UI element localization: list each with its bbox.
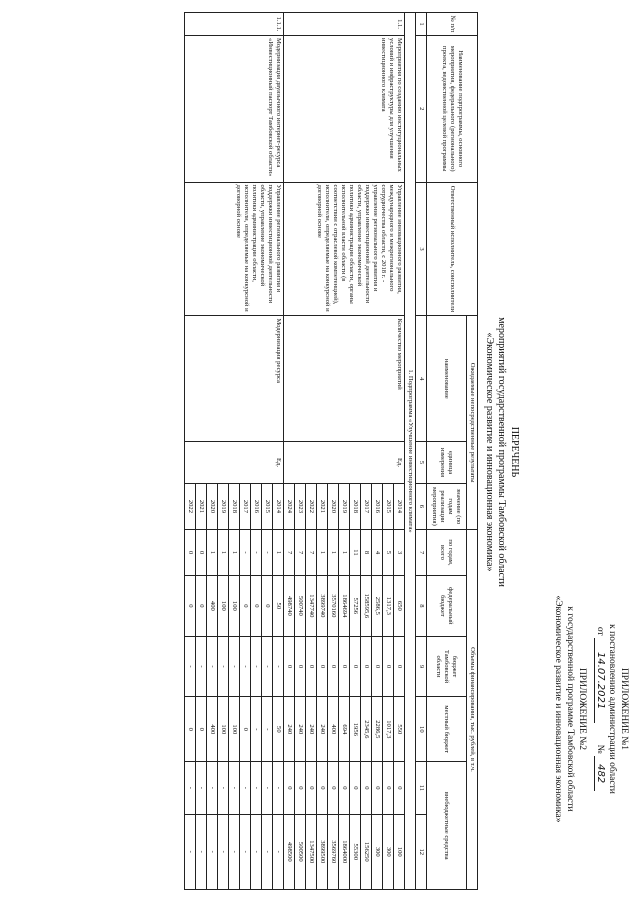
result-value-cell: 1 — [339, 529, 350, 575]
result-value-cell: 1 — [229, 529, 240, 575]
result-value-cell: 0 — [196, 529, 207, 575]
federal-cell: 0 — [383, 636, 394, 697]
row-1-1-result-name: Количество мероприятий — [284, 316, 405, 442]
year-cell: 2020 — [328, 483, 339, 529]
extra-cell: 3569760 — [328, 814, 339, 889]
regional-cell: 100 — [218, 697, 229, 762]
row-1-1-num: 1.1. — [284, 13, 405, 36]
column-number: 7 — [416, 529, 427, 575]
column-number: 9 — [416, 636, 427, 697]
result-value-cell: - — [240, 529, 251, 575]
year-cell: 2021 — [196, 483, 207, 529]
year-cell: 2021 — [317, 483, 328, 529]
federal-cell: 0 — [361, 636, 372, 697]
local-cell: - — [273, 762, 284, 814]
document-title — [483, 12, 521, 892]
row-1-1-1-unit: Ед. — [185, 442, 284, 484]
result-value-cell: 11 — [350, 529, 361, 575]
regional-cell: 50 — [273, 697, 284, 762]
federal-cell: 0 — [284, 636, 295, 697]
federal-cell: 0 — [339, 636, 350, 697]
extra-cell: - — [185, 814, 196, 889]
result-value-cell: - — [251, 529, 262, 575]
extra-cell: - — [207, 814, 218, 889]
year-cell: 2016 — [372, 483, 383, 529]
row-1-1-year-row — [394, 13, 405, 890]
regional-cell: 400 — [328, 697, 339, 762]
total-cell: 1317,3 — [383, 576, 394, 637]
local-cell: 0 — [394, 762, 405, 814]
federal-cell: - — [273, 636, 284, 697]
result-value-cell: 0 — [185, 529, 196, 575]
column-number: 1 — [416, 13, 427, 36]
regional-cell: 240 — [284, 697, 295, 762]
extra-cell: - — [229, 814, 240, 889]
header-results: Ожидаемые непосредственные результаты — [467, 316, 478, 529]
column-numbers-row — [416, 13, 427, 890]
federal-cell: - — [185, 636, 196, 697]
regional-cell: 0 — [196, 697, 207, 762]
local-cell: - — [196, 762, 207, 814]
title-line-2: мероприятий государственной программы Тамбовской области — [496, 317, 508, 587]
appendix-line-5: «Экономическое развитие и инновационная экономика» — [553, 595, 563, 823]
federal-cell: 0 — [350, 636, 361, 697]
row-1-1-1-num: 1.1.1. — [185, 13, 284, 36]
total-cell: 0 — [185, 576, 196, 637]
appendix-date: 14.07.2021 — [594, 638, 606, 723]
header-f-total: по годам, всего — [427, 529, 467, 575]
federal-cell: 0 — [372, 636, 383, 697]
total-cell: 500740 — [295, 576, 306, 637]
extra-cell: 100 — [394, 814, 405, 889]
year-cell: 2020 — [207, 483, 218, 529]
result-value-cell: 1 — [207, 529, 218, 575]
local-cell: - — [240, 762, 251, 814]
regional-cell: 1956 — [350, 697, 361, 762]
local-cell: - — [185, 762, 196, 814]
local-cell: - — [229, 762, 240, 814]
local-cell: 0 — [361, 762, 372, 814]
header-f-regional: бюджет Тамбовской области — [427, 636, 467, 697]
column-number: 4 — [416, 316, 427, 442]
total-cell: 3570160 — [328, 576, 339, 637]
federal-cell: 0 — [306, 636, 317, 697]
extra-cell: 55300 — [350, 814, 361, 889]
appendix-header — [552, 544, 630, 874]
total-cell: 158595,6 — [361, 576, 372, 637]
result-value-cell: 1 — [328, 529, 339, 575]
federal-cell: 0 — [394, 636, 405, 697]
year-cell: 2022 — [306, 483, 317, 529]
regional-cell: 400 — [207, 697, 218, 762]
federal-cell: 0 — [317, 636, 328, 697]
header-f-local: местный бюджет — [427, 697, 467, 762]
column-number: 2 — [416, 36, 427, 183]
local-cell: 0 — [383, 762, 394, 814]
result-value-cell: 3 — [394, 529, 405, 575]
total-cell: 3899740 — [317, 576, 328, 637]
column-number: 11 — [416, 762, 427, 814]
appendix-line-2: к постановлению администрации области — [607, 624, 617, 794]
column-number: 12 — [416, 814, 427, 889]
result-value-cell: 7 — [284, 529, 295, 575]
regional-cell: 0 — [240, 697, 251, 762]
year-cell: 2023 — [295, 483, 306, 529]
extra-cell: 300 — [372, 814, 383, 889]
total-cell: 57256 — [350, 576, 361, 637]
regional-cell: 1017,3 — [383, 697, 394, 762]
local-cell: 0 — [350, 762, 361, 814]
regional-cell: - — [251, 697, 262, 762]
total-cell: 0 — [251, 576, 262, 637]
local-cell: 0 — [317, 762, 328, 814]
total-cell: 1347740 — [306, 576, 317, 637]
extra-cell: 156250 — [361, 814, 372, 889]
total-cell: 0 — [262, 576, 273, 637]
year-cell: 2014 — [273, 483, 284, 529]
row-1-1-executor: Управление инновационного развития, международного и межрегионального сотрудничества области, с 2018 г. - управление регионального развития и поддержки инвестиционной деятельности области, управление экономической политики администрации области, органы исполнительной власти области (в соответствии с отраслевой компетенцией), исполнители, определяемые на конкурсной и договорной основе — [284, 182, 405, 316]
year-cell: 2024 — [284, 483, 295, 529]
local-cell: - — [251, 762, 262, 814]
extra-cell: - — [262, 814, 273, 889]
regional-cell: 550 — [394, 697, 405, 762]
total-cell: 498740 — [284, 576, 295, 637]
year-cell: 2017 — [240, 483, 251, 529]
local-cell: 0 — [372, 762, 383, 814]
extra-cell: 1864000 — [339, 814, 350, 889]
extra-cell: 300 — [383, 814, 394, 889]
regional-cell: 0 — [185, 697, 196, 762]
year-cell: 2018 — [229, 483, 240, 529]
header-funding: Объемы финансирования, тыс. рублей, в т.ч. — [467, 529, 478, 889]
federal-cell: - — [240, 636, 251, 697]
local-cell: 0 — [328, 762, 339, 814]
total-cell: 100 — [229, 576, 240, 637]
result-value-cell: 4 — [372, 529, 383, 575]
extra-cell: - — [251, 814, 262, 889]
year-cell: 2019 — [218, 483, 229, 529]
result-value-cell: 5 — [383, 529, 394, 575]
result-value-cell: 8 — [361, 529, 372, 575]
extra-cell: 500500 — [295, 814, 306, 889]
local-cell: 0 — [306, 762, 317, 814]
appendix-number: 482 — [594, 756, 606, 791]
column-number: 8 — [416, 576, 427, 637]
extra-cell: - — [218, 814, 229, 889]
row-1-1-name: Мероприятия по созданию институциональных условий и инфраструктуры для улучшения инвестиционного климата — [284, 36, 405, 183]
result-value-cell: 7 — [306, 529, 317, 575]
header-num: № п/п — [427, 13, 478, 36]
header-f-extra: внебюджетные средства — [427, 762, 467, 890]
regional-cell: 240 — [306, 697, 317, 762]
year-cell: 2015 — [262, 483, 273, 529]
header-res-name: наименование — [427, 316, 467, 442]
column-number: 10 — [416, 697, 427, 762]
title-line-3: «Экономическое развитие и инновационная экономика» — [484, 332, 495, 572]
regional-cell: - — [262, 697, 273, 762]
header-res-unit: единица измерения — [427, 442, 467, 484]
result-value-cell: 7 — [295, 529, 306, 575]
local-cell: 0 — [284, 762, 295, 814]
header-executor: Ответственный исполнитель, соисполнители — [427, 182, 478, 316]
local-cell: - — [218, 762, 229, 814]
year-cell: 2022 — [185, 483, 196, 529]
extra-cell: - — [196, 814, 207, 889]
extra-cell: - — [273, 814, 284, 889]
row-1-1-1-executor: Управление регионального развития и поддержки инвестиционной деятельности области, управление экономической политики администрации области, исполнители, определяемые на конкурсной и договорной основе — [185, 182, 284, 316]
local-cell: - — [207, 762, 218, 814]
appendix-date-line: от 14.07.2021 № 482 — [594, 544, 606, 874]
federal-cell: 0 — [295, 636, 306, 697]
row-1-1-1-result-name: Модернизация ресурса — [185, 316, 284, 442]
appendix-line-4: к государственной программе Тамбовской области — [565, 606, 575, 812]
total-cell: 400 — [207, 576, 218, 637]
federal-cell: - — [218, 636, 229, 697]
appendix-line-1: ПРИЛОЖЕНИЕ №1 — [619, 667, 629, 751]
extra-cell: - — [240, 814, 251, 889]
federal-cell: - — [251, 636, 262, 697]
year-cell: 2018 — [350, 483, 361, 529]
regional-cell: 240 — [295, 697, 306, 762]
regional-cell: 694 — [339, 697, 350, 762]
total-cell: 0 — [196, 576, 207, 637]
extra-cell: 498500 — [284, 814, 295, 889]
column-number: 3 — [416, 182, 427, 316]
total-cell: 650 — [394, 576, 405, 637]
result-value-cell: 1 — [218, 529, 229, 575]
extra-cell: 1347500 — [306, 814, 317, 889]
title-line-1: ПЕРЕЧЕНЬ — [509, 426, 520, 478]
result-value-cell: - — [262, 529, 273, 575]
row-1-1-1-year-row — [273, 13, 284, 890]
year-cell: 2017 — [361, 483, 372, 529]
year-cell: 2016 — [251, 483, 262, 529]
row-1-1-unit: Ед. — [284, 442, 405, 484]
local-cell: - — [262, 762, 273, 814]
federal-cell: 0 — [328, 636, 339, 697]
header-res-value: значение (по годам реализации мероприятия) — [427, 483, 467, 529]
result-value-cell: 1 — [273, 529, 284, 575]
measures-table — [184, 12, 478, 890]
year-cell: 2015 — [383, 483, 394, 529]
column-number: 6 — [416, 483, 427, 529]
federal-cell: - — [229, 636, 240, 697]
federal-cell: - — [262, 636, 273, 697]
column-number: 5 — [416, 442, 427, 484]
row-1-1-1-name: Модернизация двуязычного интернет-ресурса «Инвестиционный паспорт Тамбовской области» — [185, 36, 284, 183]
total-cell: 2586,5 — [372, 576, 383, 637]
total-cell: 1864694 — [339, 576, 350, 637]
appendix-line-3: ПРИЛОЖЕНИЕ №2 — [577, 667, 587, 751]
regional-cell: 240 — [317, 697, 328, 762]
regional-cell: 2286,5 — [372, 697, 383, 762]
subprogram-row: 1. Подпрограмма «Улучшение инвестиционного климата» — [405, 13, 416, 890]
result-value-cell: 1 — [317, 529, 328, 575]
regional-cell: 2345,6 — [361, 697, 372, 762]
header-name: Наименование подпрограммы, основного мероприятия, федерального (регионального) проекта, ведомственной целевой программы — [427, 36, 478, 183]
total-cell: 0 — [240, 576, 251, 637]
regional-cell: 100 — [229, 697, 240, 762]
total-cell: 50 — [273, 576, 284, 637]
header-f-federal: федеральный бюджет — [427, 576, 467, 637]
rotated-sheet — [20, 12, 630, 892]
total-cell: 100 — [218, 576, 229, 637]
federal-cell: - — [207, 636, 218, 697]
year-cell: 2014 — [394, 483, 405, 529]
extra-cell: 3899500 — [317, 814, 328, 889]
local-cell: 0 — [339, 762, 350, 814]
local-cell: 0 — [295, 762, 306, 814]
federal-cell: - — [196, 636, 207, 697]
year-cell: 2019 — [339, 483, 350, 529]
